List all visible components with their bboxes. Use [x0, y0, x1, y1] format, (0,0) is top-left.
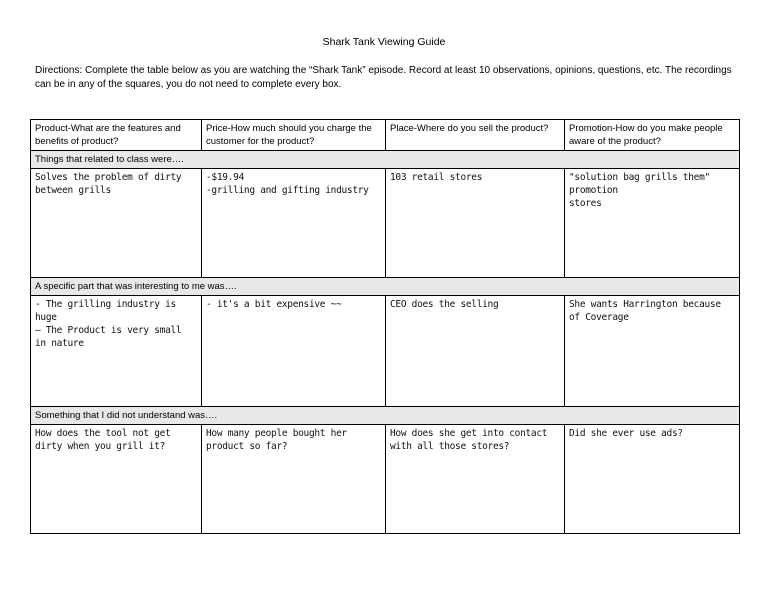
directions-text: Directions: Complete the table below as you are watching the “Shark Tank” episode. Record at least 10 observations, opinions, questions, etc. The recordings can be in any of the squares, you do not need to complete every box.: [35, 65, 732, 90]
table-row: [31, 169, 740, 278]
cell-promotion[interactable]: "solution bag grills them" promotion stores: [565, 169, 740, 278]
section-row-did-not-understand: [31, 407, 740, 425]
section-row-interesting-part: [31, 278, 740, 296]
section-label: A specific part that was interesting to me was….: [31, 278, 740, 296]
cell-product[interactable]: - The grilling industry is huge — The Product is very small in nature: [31, 296, 202, 407]
cell-promotion[interactable]: She wants Harrington because of Coverage: [565, 296, 740, 407]
cell-place[interactable]: CEO does the selling: [386, 296, 565, 407]
cell-product[interactable]: How does the tool not get dirty when you grill it?: [31, 425, 202, 534]
table-header-row: [31, 120, 740, 151]
section-label: Things that related to class were….: [31, 151, 740, 169]
section-label: Something that I did not understand was….: [31, 407, 740, 425]
table-row: [31, 425, 740, 534]
table-row: [31, 296, 740, 407]
viewing-guide-table: [30, 119, 740, 534]
cell-place[interactable]: 103 retail stores: [386, 169, 565, 278]
cell-place[interactable]: How does she get into contact with all those stores?: [386, 425, 565, 534]
section-row-related-to-class: [31, 151, 740, 169]
header-place: Place-Where do you sell the product?: [386, 120, 565, 151]
cell-product[interactable]: Solves the problem of dirty between grills: [31, 169, 202, 278]
cell-price[interactable]: -$19.94 -grilling and gifting industry: [202, 169, 386, 278]
header-promotion: Promotion-How do you make people aware of the product?: [565, 120, 740, 151]
cell-price[interactable]: - it's a bit expensive ~~: [202, 296, 386, 407]
cell-promotion[interactable]: Did she ever use ads?: [565, 425, 740, 534]
header-price: Price-How much should you charge the customer for the product?: [202, 120, 386, 151]
cell-price[interactable]: How many people bought her product so far?: [202, 425, 386, 534]
page-title: Shark Tank Viewing Guide: [322, 36, 446, 48]
header-product: Product-What are the features and benefits of product?: [31, 120, 202, 151]
